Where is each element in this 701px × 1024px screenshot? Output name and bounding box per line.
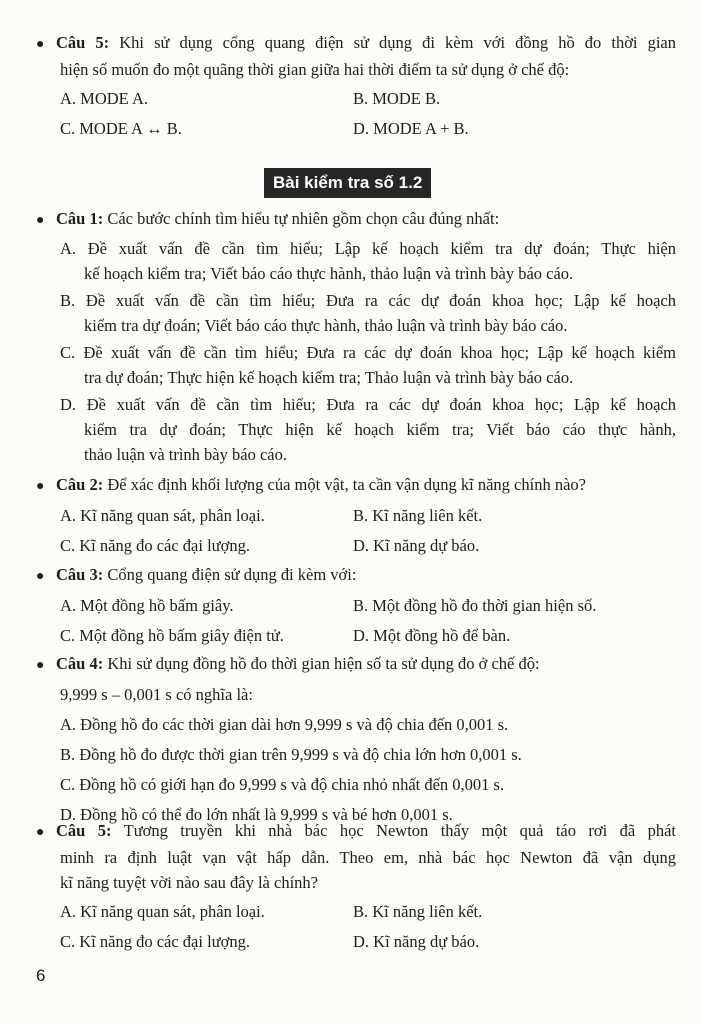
question-label: Câu 2: — [56, 475, 104, 494]
option-b — [36, 288, 676, 338]
section-heading: Bài kiểm tra số 1.2 — [264, 168, 431, 198]
bullet: ● — [36, 825, 45, 840]
option-c: C. Kĩ năng đo các đại lượng. — [60, 932, 250, 951]
question-label: Câu 5: — [56, 33, 110, 52]
option-line: tra dự đoán; Thực hiện kế hoạch kiểm tra; Thảo luận và trình bày báo cáo. — [84, 368, 574, 387]
option-b: B. Đồng hồ đo được thời gian trên 9,999 s và độ chia lớn hơn 0,001 s. — [60, 745, 522, 764]
option-line: thảo luận và trình bày báo cáo. — [84, 445, 287, 464]
option-a: A. Kĩ năng quan sát, phân loại. — [60, 902, 265, 921]
option-a: A. MODE A. — [60, 89, 149, 108]
question-stem: kĩ năng tuyệt vời nào sau đây là chính? — [60, 873, 318, 892]
question-stem: Để xác định khối lượng của một vật, ta cần vận dụng kĩ năng chính nào? — [107, 475, 586, 494]
option-line: kiểm tra dự đoán; Viết báo cáo thực hành, thảo luận và trình bày báo cáo. — [84, 316, 568, 335]
bullet: ● — [36, 37, 45, 52]
question-stem: hiện số muốn đo một quãng thời gian giữa hai thời điểm ta sử dụng ở chế độ: — [60, 60, 570, 79]
option-a: A. Một đồng hồ bấm giây. — [60, 596, 234, 615]
option-line: C. Đề xuất vấn đề cần tìm hiểu; Đưa ra các dự đoán khoa học; Lập kế hoạch kiểm — [60, 343, 676, 362]
bullet: ● — [36, 479, 45, 494]
option-d: D. Đồng hồ có thể đo lớn nhất là 9,999 s và bé hơn 0,001 s. — [60, 805, 453, 824]
question-stem: 9,999 s – 0,001 s có nghĩa là: — [60, 685, 253, 704]
option-c: C. Kĩ năng đo các đại lượng. — [60, 536, 250, 555]
option-d: D. MODE A + B. — [353, 119, 469, 138]
option-c — [36, 340, 676, 390]
option-a: A. Kĩ năng quan sát, phân loại. — [60, 506, 265, 525]
option-line: kế hoạch kiểm tra; Viết báo cáo thực hành, thảo luận và trình bày báo cáo. — [84, 264, 574, 283]
option-line: kiểm tra dự đoán; Thực hiện kế hoạch kiểm tra; Viết báo cáo thực hành, — [84, 420, 676, 439]
option-b: B. Một đồng hồ đo thời gian hiện số. — [353, 596, 597, 615]
question-2 — [36, 472, 676, 559]
option-a — [36, 236, 676, 286]
question-label: Câu 3: — [56, 565, 104, 584]
question-label: Câu 1: — [56, 209, 104, 228]
option-b: B. Kĩ năng liên kết. — [353, 902, 483, 921]
question-label: Câu 4: — [56, 654, 104, 673]
question-5 — [36, 818, 676, 955]
question-stem: Khi sử dụng cổng quang điện sử dụng đi kèm với đồng hồ đo thời gian — [119, 33, 677, 52]
question-stem: Tương truyền khi nhà bác học Newton thấy một quả táo rơi đã phát — [123, 821, 676, 840]
question-1 — [36, 206, 676, 467]
option-line: D. Đề xuất vấn đề cần tìm hiểu; Đưa ra các dự đoán khoa học; Lập kế hoạch — [60, 395, 676, 414]
option-line: A. Đề xuất vấn đề cần tìm hiểu; Lập kế hoạch kiểm tra dự đoán; Thực hiện — [60, 239, 676, 258]
bullet: ● — [36, 213, 45, 228]
option-d: D. Kĩ năng dự báo. — [353, 932, 480, 951]
question-3 — [36, 562, 676, 649]
question-stem: Khi sử dụng đồng hồ đo thời gian hiện số ta sử dụng đo ở chế độ: — [107, 654, 540, 673]
bullet: ● — [36, 658, 45, 673]
option-d: D. Kĩ năng dự báo. — [353, 536, 480, 555]
option-c: C. Một đồng hồ bấm giây điện tử. — [60, 626, 284, 645]
option-line: B. Đề xuất vấn đề cần tìm hiểu; Đưa ra các dự đoán khoa học; Lập kế hoạch — [60, 291, 676, 310]
question-top — [36, 30, 676, 142]
option-b: B. MODE B. — [353, 89, 441, 108]
bullet: ● — [36, 569, 45, 584]
question-stem: Các bước chính tìm hiểu tự nhiên gồm chọn câu đúng nhất: — [107, 209, 500, 228]
question-stem: minh ra định luật vạn vật hấp dẫn. Theo em, nhà bác học Newton đã vận dụng — [60, 848, 676, 867]
option-c: C. Đồng hồ có giới hạn đo 9,999 s và độ chia nhỏ nhất đến 0,001 s. — [60, 775, 505, 794]
option-d — [36, 392, 676, 467]
option-b: B. Kĩ năng liên kết. — [353, 506, 483, 525]
question-label: Câu 5: — [56, 821, 112, 840]
page-number: 6 — [36, 966, 46, 985]
option-d: D. Một đồng hồ để bàn. — [353, 626, 511, 645]
question-4 — [36, 651, 676, 827]
option-c: C. MODE A ↔ B. — [60, 119, 182, 138]
option-a: A. Đồng hồ đo các thời gian dài hơn 9,999 s và độ chia đến 0,001 s. — [60, 715, 509, 734]
question-stem: Cổng quang điện sử dụng đi kèm với: — [107, 565, 357, 584]
